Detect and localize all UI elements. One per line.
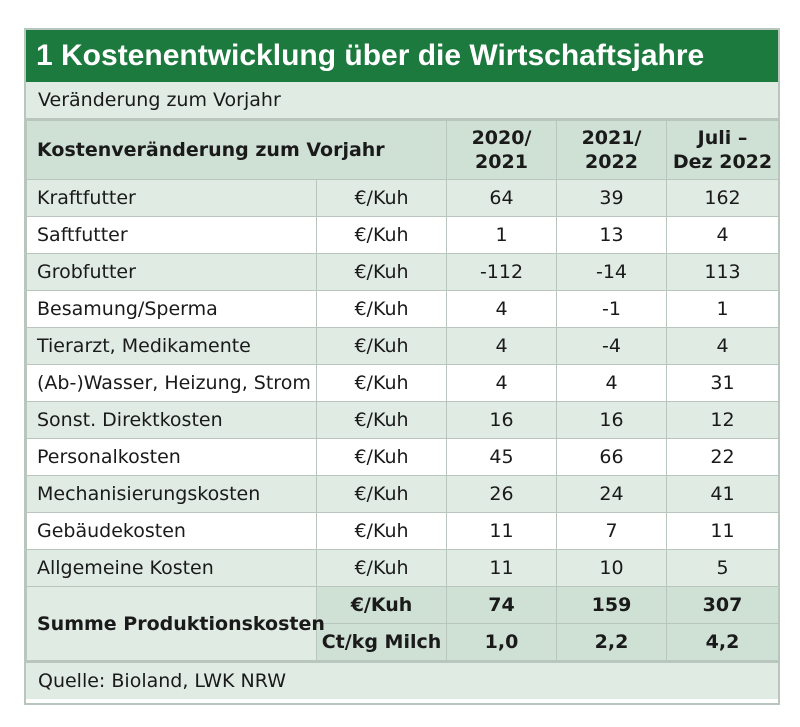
row-value-2020-2021: 64	[447, 180, 557, 217]
row-label: Mechanisierungskosten	[27, 476, 317, 513]
row-value-2020-2021: 16	[447, 402, 557, 439]
row-value-jul-dec-2022: 5	[667, 550, 779, 587]
header-col3-line1: Juli –	[697, 127, 748, 149]
row-value-2020-2021: 4	[447, 291, 557, 328]
figure-subtitle: Veränderung zum Vorjahr	[26, 82, 778, 120]
row-value-jul-dec-2022: 113	[667, 254, 779, 291]
sum-label: Summe Produktionskosten	[27, 587, 317, 661]
row-label: Saftfutter	[27, 217, 317, 254]
row-unit: €/Kuh	[317, 365, 447, 402]
table-row	[27, 550, 779, 587]
row-value-2021-2022: 66	[557, 439, 667, 476]
row-value-2021-2022: 16	[557, 402, 667, 439]
row-unit: €/Kuh	[317, 217, 447, 254]
header-col1-line2: 2021	[475, 151, 528, 173]
sum-milk-jul-dec-2022: 4,2	[667, 624, 779, 661]
row-value-jul-dec-2022: 1	[667, 291, 779, 328]
row-unit: €/Kuh	[317, 180, 447, 217]
row-value-jul-dec-2022: 22	[667, 439, 779, 476]
row-label: Besamung/Sperma	[27, 291, 317, 328]
row-label: Sonst. Direktkosten	[27, 402, 317, 439]
sum-row-per-cow	[27, 587, 779, 624]
row-unit: €/Kuh	[317, 254, 447, 291]
row-unit: €/Kuh	[317, 476, 447, 513]
row-value-2020-2021: 11	[447, 513, 557, 550]
table-row	[27, 476, 779, 513]
row-value-2021-2022: 4	[557, 365, 667, 402]
header-col2-line2: 2022	[585, 151, 638, 173]
figure-title: 1 Kostenentwicklung über die Wirtschaftsjahre	[26, 30, 778, 82]
table-row	[27, 402, 779, 439]
row-label: (Ab-)Wasser, Heizung, Strom	[27, 365, 317, 402]
source-note: Quelle: Bioland, LWK NRW	[26, 661, 778, 699]
table-row	[27, 291, 779, 328]
row-value-2021-2022: -14	[557, 254, 667, 291]
row-unit: €/Kuh	[317, 550, 447, 587]
row-value-2020-2021: 4	[447, 365, 557, 402]
row-value-jul-dec-2022: 162	[667, 180, 779, 217]
row-value-2020-2021: 1	[447, 217, 557, 254]
row-unit: €/Kuh	[317, 328, 447, 365]
row-value-2021-2022: -4	[557, 328, 667, 365]
row-label: Personalkosten	[27, 439, 317, 476]
table-row	[27, 513, 779, 550]
row-value-2021-2022: 13	[557, 217, 667, 254]
row-value-jul-dec-2022: 11	[667, 513, 779, 550]
cost-table-figure	[24, 28, 780, 705]
table-row	[27, 180, 779, 217]
sum-milk-2021-2022: 2,2	[557, 624, 667, 661]
row-unit: €/Kuh	[317, 439, 447, 476]
row-value-2021-2022: 39	[557, 180, 667, 217]
header-col2-line1: 2021/	[581, 127, 642, 149]
header-label: Kostenveränderung zum Vorjahr	[27, 121, 447, 180]
row-label: Grobfutter	[27, 254, 317, 291]
table-row	[27, 439, 779, 476]
row-label: Tierarzt, Medikamente	[27, 328, 317, 365]
table-header-row	[27, 121, 779, 180]
row-value-2020-2021: 45	[447, 439, 557, 476]
row-value-jul-dec-2022: 4	[667, 328, 779, 365]
header-col-jul-dec-2022	[667, 121, 779, 180]
row-unit: €/Kuh	[317, 513, 447, 550]
row-label: Gebäudekosten	[27, 513, 317, 550]
row-value-jul-dec-2022: 4	[667, 217, 779, 254]
sum-unit-milk: Ct/kg Milch	[317, 624, 447, 661]
row-value-jul-dec-2022: 31	[667, 365, 779, 402]
row-value-2020-2021: 4	[447, 328, 557, 365]
header-col-2020-2021	[447, 121, 557, 180]
cost-table	[26, 120, 779, 661]
table-row	[27, 217, 779, 254]
row-value-2021-2022: 10	[557, 550, 667, 587]
row-value-2021-2022: 7	[557, 513, 667, 550]
row-value-2020-2021: 11	[447, 550, 557, 587]
row-unit: €/Kuh	[317, 402, 447, 439]
header-col3-line2: Dez 2022	[672, 151, 773, 173]
table-row	[27, 328, 779, 365]
row-value-2021-2022: 24	[557, 476, 667, 513]
header-col-2021-2022	[557, 121, 667, 180]
row-unit: €/Kuh	[317, 291, 447, 328]
header-col1-line1: 2020/	[471, 127, 532, 149]
sum-value-jul-dec-2022: 307	[667, 587, 779, 624]
row-label: Allgemeine Kosten	[27, 550, 317, 587]
row-value-2020-2021: -112	[447, 254, 557, 291]
sum-value-2020-2021: 74	[447, 587, 557, 624]
table-row	[27, 254, 779, 291]
row-value-jul-dec-2022: 12	[667, 402, 779, 439]
row-label: Kraftfutter	[27, 180, 317, 217]
row-value-2021-2022: -1	[557, 291, 667, 328]
table-row	[27, 365, 779, 402]
sum-milk-2020-2021: 1,0	[447, 624, 557, 661]
row-value-jul-dec-2022: 41	[667, 476, 779, 513]
sum-unit-cow: €/Kuh	[317, 587, 447, 624]
sum-value-2021-2022: 159	[557, 587, 667, 624]
row-value-2020-2021: 26	[447, 476, 557, 513]
